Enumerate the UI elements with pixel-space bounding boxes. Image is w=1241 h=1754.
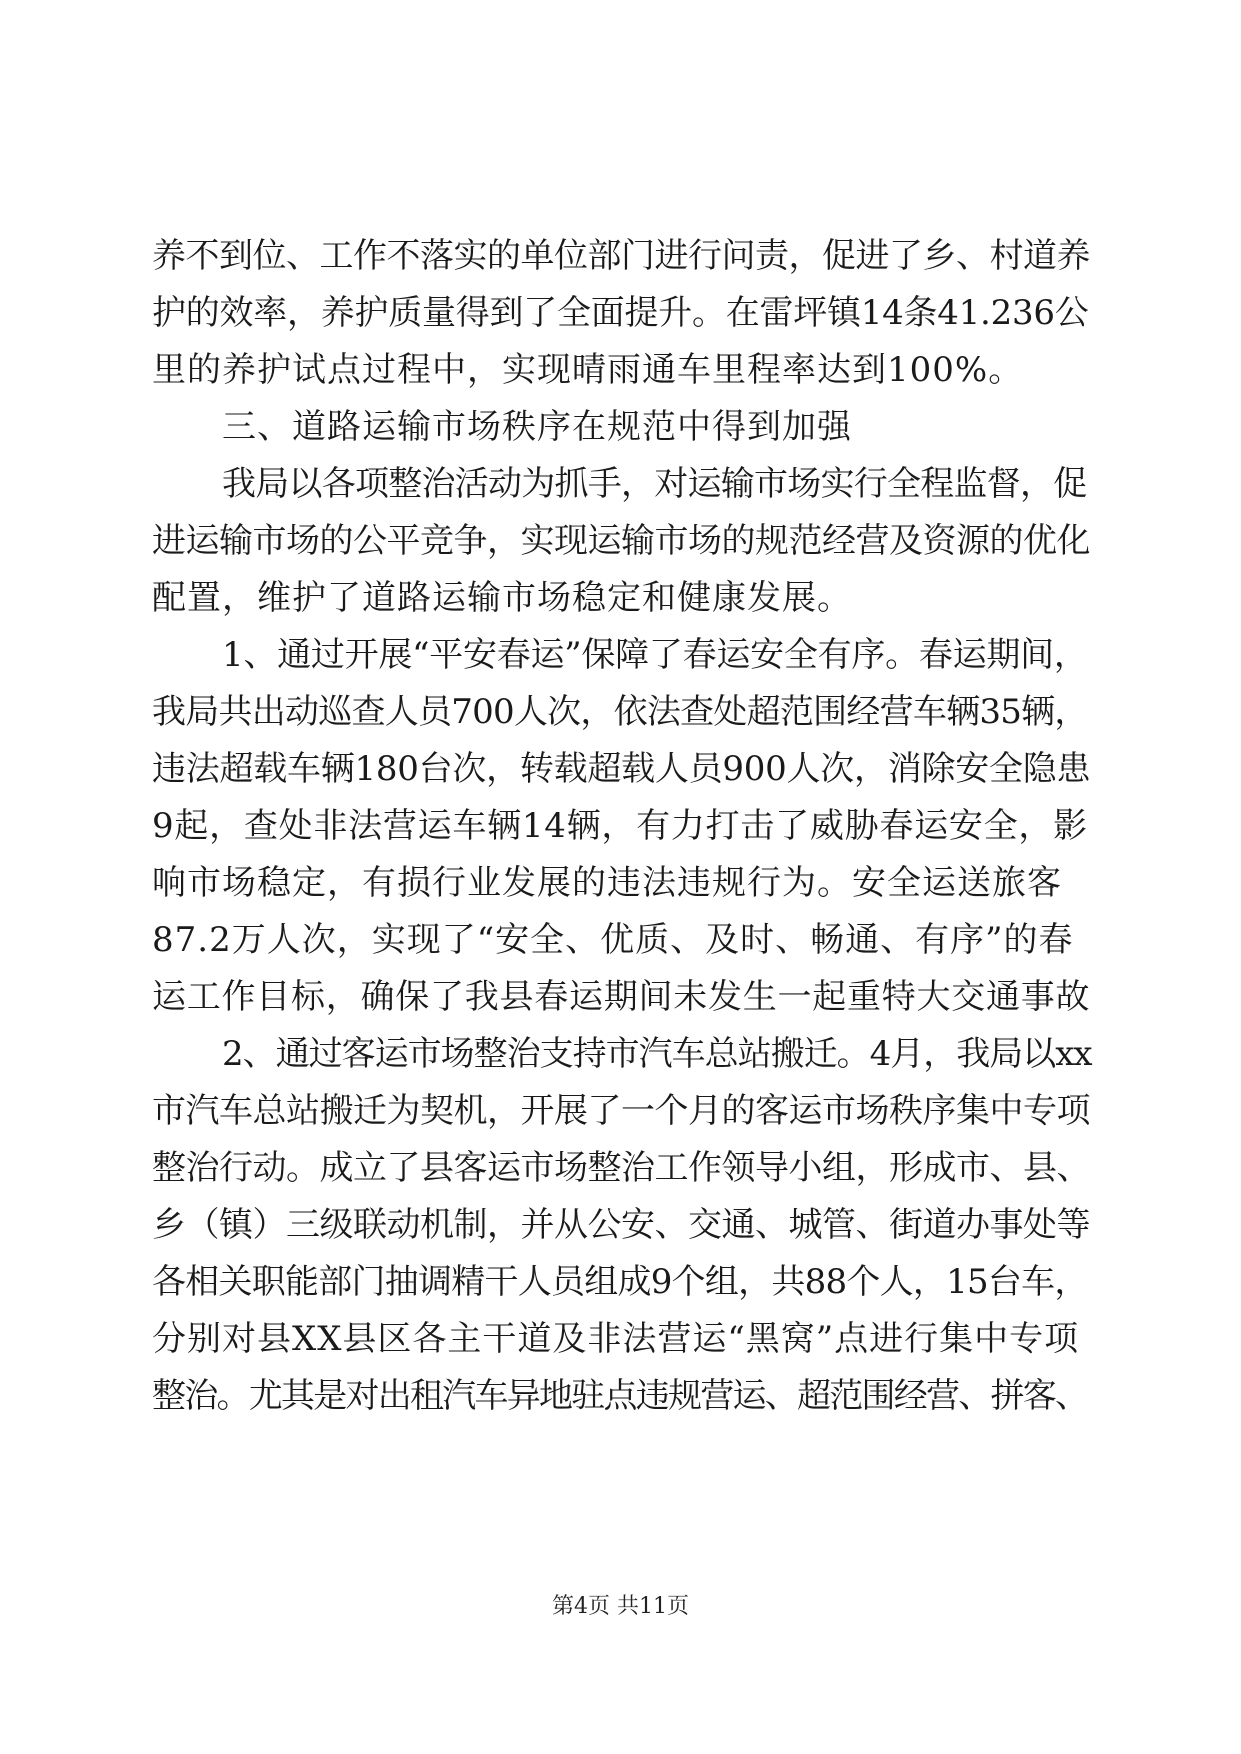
- text-line-12: 响市场稳定，有损行业发展的违法违规行为。安全运送旅客: [152, 863, 1062, 903]
- section-heading: 三、道路运输市场秩序在规范中得到加强: [222, 407, 852, 447]
- text-line-15: 2、通过客运市场整治支持市汽车总站搬迁。4月，我局以xx: [222, 1034, 1092, 1074]
- text-line-9: 我局共出动巡查人员700人次，依法查处超范围经营车辆35辆，: [152, 692, 1088, 732]
- text-line-19: 各相关职能部门抽调精干人员组成9个组，共88个人，15台车，: [152, 1262, 1088, 1302]
- text-line-1: 养不到位、工作不落实的单位部门进行问责，促进了乡、村道养: [152, 236, 1090, 276]
- page-number-footer: 第4页 共11页: [552, 1594, 689, 1619]
- text-line-14: 运工作目标，确保了我县春运期间未发生一起重特大交通事故: [152, 977, 1091, 1017]
- text-line-6: 进运输市场的公平竞争，实现运输市场的规范经营及资源的优化: [152, 521, 1090, 561]
- text-line-21: 整治。尤其是对出租汽车异地驻点违规营运、超范围经营、拼客、: [152, 1376, 1088, 1416]
- text-line-16: 市汽车总站搬迁为契机，开展了一个月的客运市场秩序集中专项: [152, 1091, 1090, 1131]
- text-line-8: 1、通过开展“平安春运”保障了春运安全有序。春运期间，: [222, 635, 1088, 675]
- text-line-3: 里的养护试点过程中，实现晴雨通车里程率达到100%。: [152, 350, 1024, 390]
- text-line-20: 分别对县XX县区各主干道及非法营运“黑窝”点进行集中专项: [152, 1319, 1080, 1359]
- text-line-11: 9起，查处非法营运车辆14辆，有力打击了威胁春运安全，影: [152, 806, 1088, 846]
- text-line-5: 我局以各项整治活动为抓手，对运输市场实行全程监督，促: [222, 464, 1087, 504]
- text-line-17: 整治行动。成立了县客运市场整治工作领导小组，形成市、县、: [152, 1148, 1090, 1188]
- text-line-7: 配置，维护了道路运输市场稳定和健康发展。: [152, 578, 852, 618]
- text-line-2: 护的效率，养护质量得到了全面提升。在雷坪镇14条41.236公: [152, 293, 1089, 333]
- text-line-18: 乡（镇）三级联动机制，并从公安、交通、城管、街道办事处等: [152, 1205, 1090, 1245]
- text-line-13: 87.2万人次，实现了“安全、优质、及时、畅通、有序”的春: [152, 920, 1074, 960]
- text-line-10: 违法超载车辆180台次，转载超载人员900人次，消除安全隐患: [152, 749, 1091, 789]
